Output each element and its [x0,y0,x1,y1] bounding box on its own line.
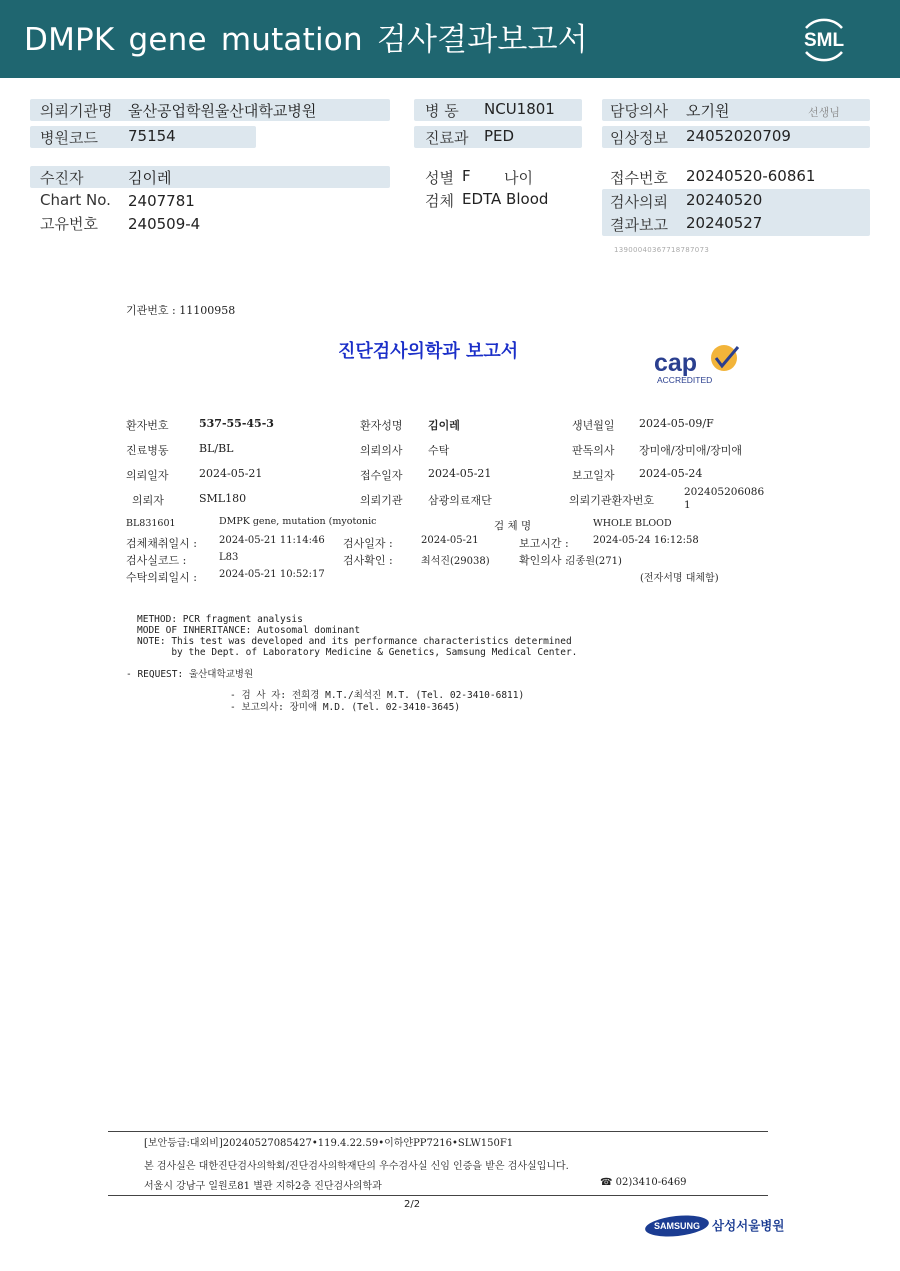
requester-value: SML180 [199,492,247,505]
birthdate-label: 생년월일 [572,419,615,432]
specimen-name-value: WHOLE BLOOD [593,518,672,529]
samsung-logo-text: SAMSUNG [653,1221,701,1231]
header-bar [0,0,900,78]
sex-label: 성별 [425,169,454,187]
receipt-date-value: 2024-05-21 [428,467,492,480]
report-time-label: 보고시간 : [519,537,569,550]
chart-label: Chart No. [40,191,111,209]
doctor-label: 담당의사 [610,102,668,120]
method-line: METHOD: PCR fragment analysis [137,614,303,625]
doctor-suffix: 선생님 [808,106,840,119]
report-time-value: 2024-05-24 16:12:58 [593,535,699,546]
collection-time-label: 검체채취일시 : [126,537,197,550]
cap-circle-mark [711,345,737,371]
footer-bottom-divider [108,1195,768,1196]
test-date-value: 2024-05-21 [421,535,479,546]
address-line: 서울시 강남구 일원로81 별관 지하2층 진단검사의학과 [144,1181,382,1192]
test-confirm-label: 검사확인 : [343,554,393,567]
reading-doctor-label: 판독의사 [572,444,615,457]
ward-report-label: 진료병동 [126,444,169,457]
consign-time-value: 2024-05-21 10:52:17 [219,569,325,580]
org-patient-number-value-cont: 1 [684,499,691,511]
hospital-code-label: 병원코드 [40,129,98,147]
patient-label: 수진자 [40,169,84,187]
org-number: 기관번호 : 11100958 [126,304,236,317]
institution-value: 울산공업학원울산대학교병원 [128,102,317,120]
org-patient-number-value: 202405206086 [684,486,765,498]
report-date-label: 보고일자 [572,469,615,482]
ward-label: 병 동 [425,102,459,120]
report-date-value: 2024-05-24 [639,467,703,480]
ward-report-value: BL/BL [199,442,234,455]
specimen-value: EDTA Blood [462,190,549,208]
cap-accredited-text: ACCREDITED [657,375,713,385]
confirm-doctor-value: 김종원(271) [566,556,622,567]
security-line: [보안등급:대외비]20240527085427•119.4.22.59•이하얀PP7216•SLW150F1 [144,1138,514,1149]
test-confirm-value: 최석진(29038) [421,556,490,567]
requesting-doctor-value: 수탁 [428,444,450,457]
clinical-value: 24052020709 [686,127,791,145]
institution-label: 의뢰기관명 [40,102,113,120]
sml-logo [796,12,852,66]
samsung-logo [644,1214,710,1238]
unique-label: 고유번호 [40,215,98,233]
patient-number-value: 537-55-45-3 [199,417,274,430]
dept-value: PED [484,127,515,145]
examiner-line: - 검 사 자: 전희경 M.T./최석진 M.T. (Tel. 02-3410-6811) [230,690,525,701]
report-title-header: DMPK gene mutation 검사결과보고서 [24,22,588,58]
patient-name-value: 김이레 [428,419,460,432]
birthdate-value: 2024-05-09/F [639,417,714,430]
request-line: - REQUEST: 울산대학교병원 [126,669,254,680]
phone-line: ☎ 02)3410-6469 [600,1177,687,1188]
sml-logo-text: SML [803,30,845,51]
test-code: BL831601 [126,518,176,529]
note-line-1: NOTE: This test was developed and its performance characteristics determined [137,636,572,647]
request-date-label: 의뢰일자 [126,469,169,482]
request-label: 검사의뢰 [610,193,668,211]
serial-number: 13900040367718787073 [614,246,710,254]
reporter-line: - 보고의사: 장미애 M.D. (Tel. 02-3410-3645) [230,702,461,713]
certification-line: 본 검사실은 대한진단검사의학회/진단검사의학재단의 우수검사실 신임 인증을 받은 검사실입니다. [144,1161,569,1172]
requesting-org-value: 삼광의료재단 [428,494,492,507]
clinical-label: 임상정보 [610,129,668,147]
receipt-value: 20240520-60861 [686,167,816,185]
ward-value: NCU1801 [484,100,555,118]
request-value: 20240520 [686,191,763,209]
test-date-label: 검사일자 : [343,537,393,550]
collection-time-value: 2024-05-21 11:14:46 [219,535,325,546]
request-date-value: 2024-05-21 [199,467,263,480]
result-label: 결과보고 [610,216,668,234]
receipt-date-label: 접수일자 [360,469,403,482]
note-line-2: by the Dept. of Laboratory Medicine & Genetics, Samsung Medical Center. [137,647,578,658]
org-patient-number-label: 의뢰기관환자번호 [569,494,655,507]
doctor-value: 오기원 [686,102,730,120]
sex-value: F [462,167,471,185]
confirm-doctor-label: 확인의사 : [519,554,569,567]
hospital-code-value: 75154 [128,127,176,145]
chart-value: 2407781 [128,192,195,210]
dept-label: 진료과 [425,129,469,147]
patient-value: 김이레 [128,169,172,187]
requesting-org-label: 의뢰기관 [360,494,403,507]
lab-code-label: 검사실코드 : [126,554,187,567]
patient-bar [30,166,390,188]
unique-value: 240509-4 [128,215,201,233]
age-label: 나이 [504,169,533,187]
specimen-label: 검체 [425,192,454,210]
receipt-label: 접수번호 [610,169,668,187]
consign-time-label: 수탁의뢰일시 : [126,571,197,584]
hospital-name-logo: 삼성서울병원 [712,1218,785,1233]
patient-name-label: 환자성명 [360,419,403,432]
test-name: DMPK gene, mutation (myotonic [219,516,377,527]
inheritance-line: MODE OF INHERITANCE: Autosomal dominant [137,625,361,636]
footer-top-divider [108,1131,768,1132]
cap-accredited-logo [652,342,744,386]
cap-logo-text: cap [654,349,698,377]
report-title: 진단검사의학과 보고서 [338,341,519,362]
specimen-name-label: 검 체 명 [494,520,532,532]
patient-number-label: 환자번호 [126,419,169,432]
page-number: 2/2 [404,1199,421,1210]
result-value: 20240527 [686,214,763,232]
esign-note: (전자서명 대체함) [640,573,719,584]
lab-code-value: L83 [219,552,239,563]
requester-label: 의뢰자 [132,494,164,507]
requesting-doctor-label: 의뢰의사 [360,444,403,457]
reading-doctor-value: 장미애/장미애/장미애 [639,444,743,457]
